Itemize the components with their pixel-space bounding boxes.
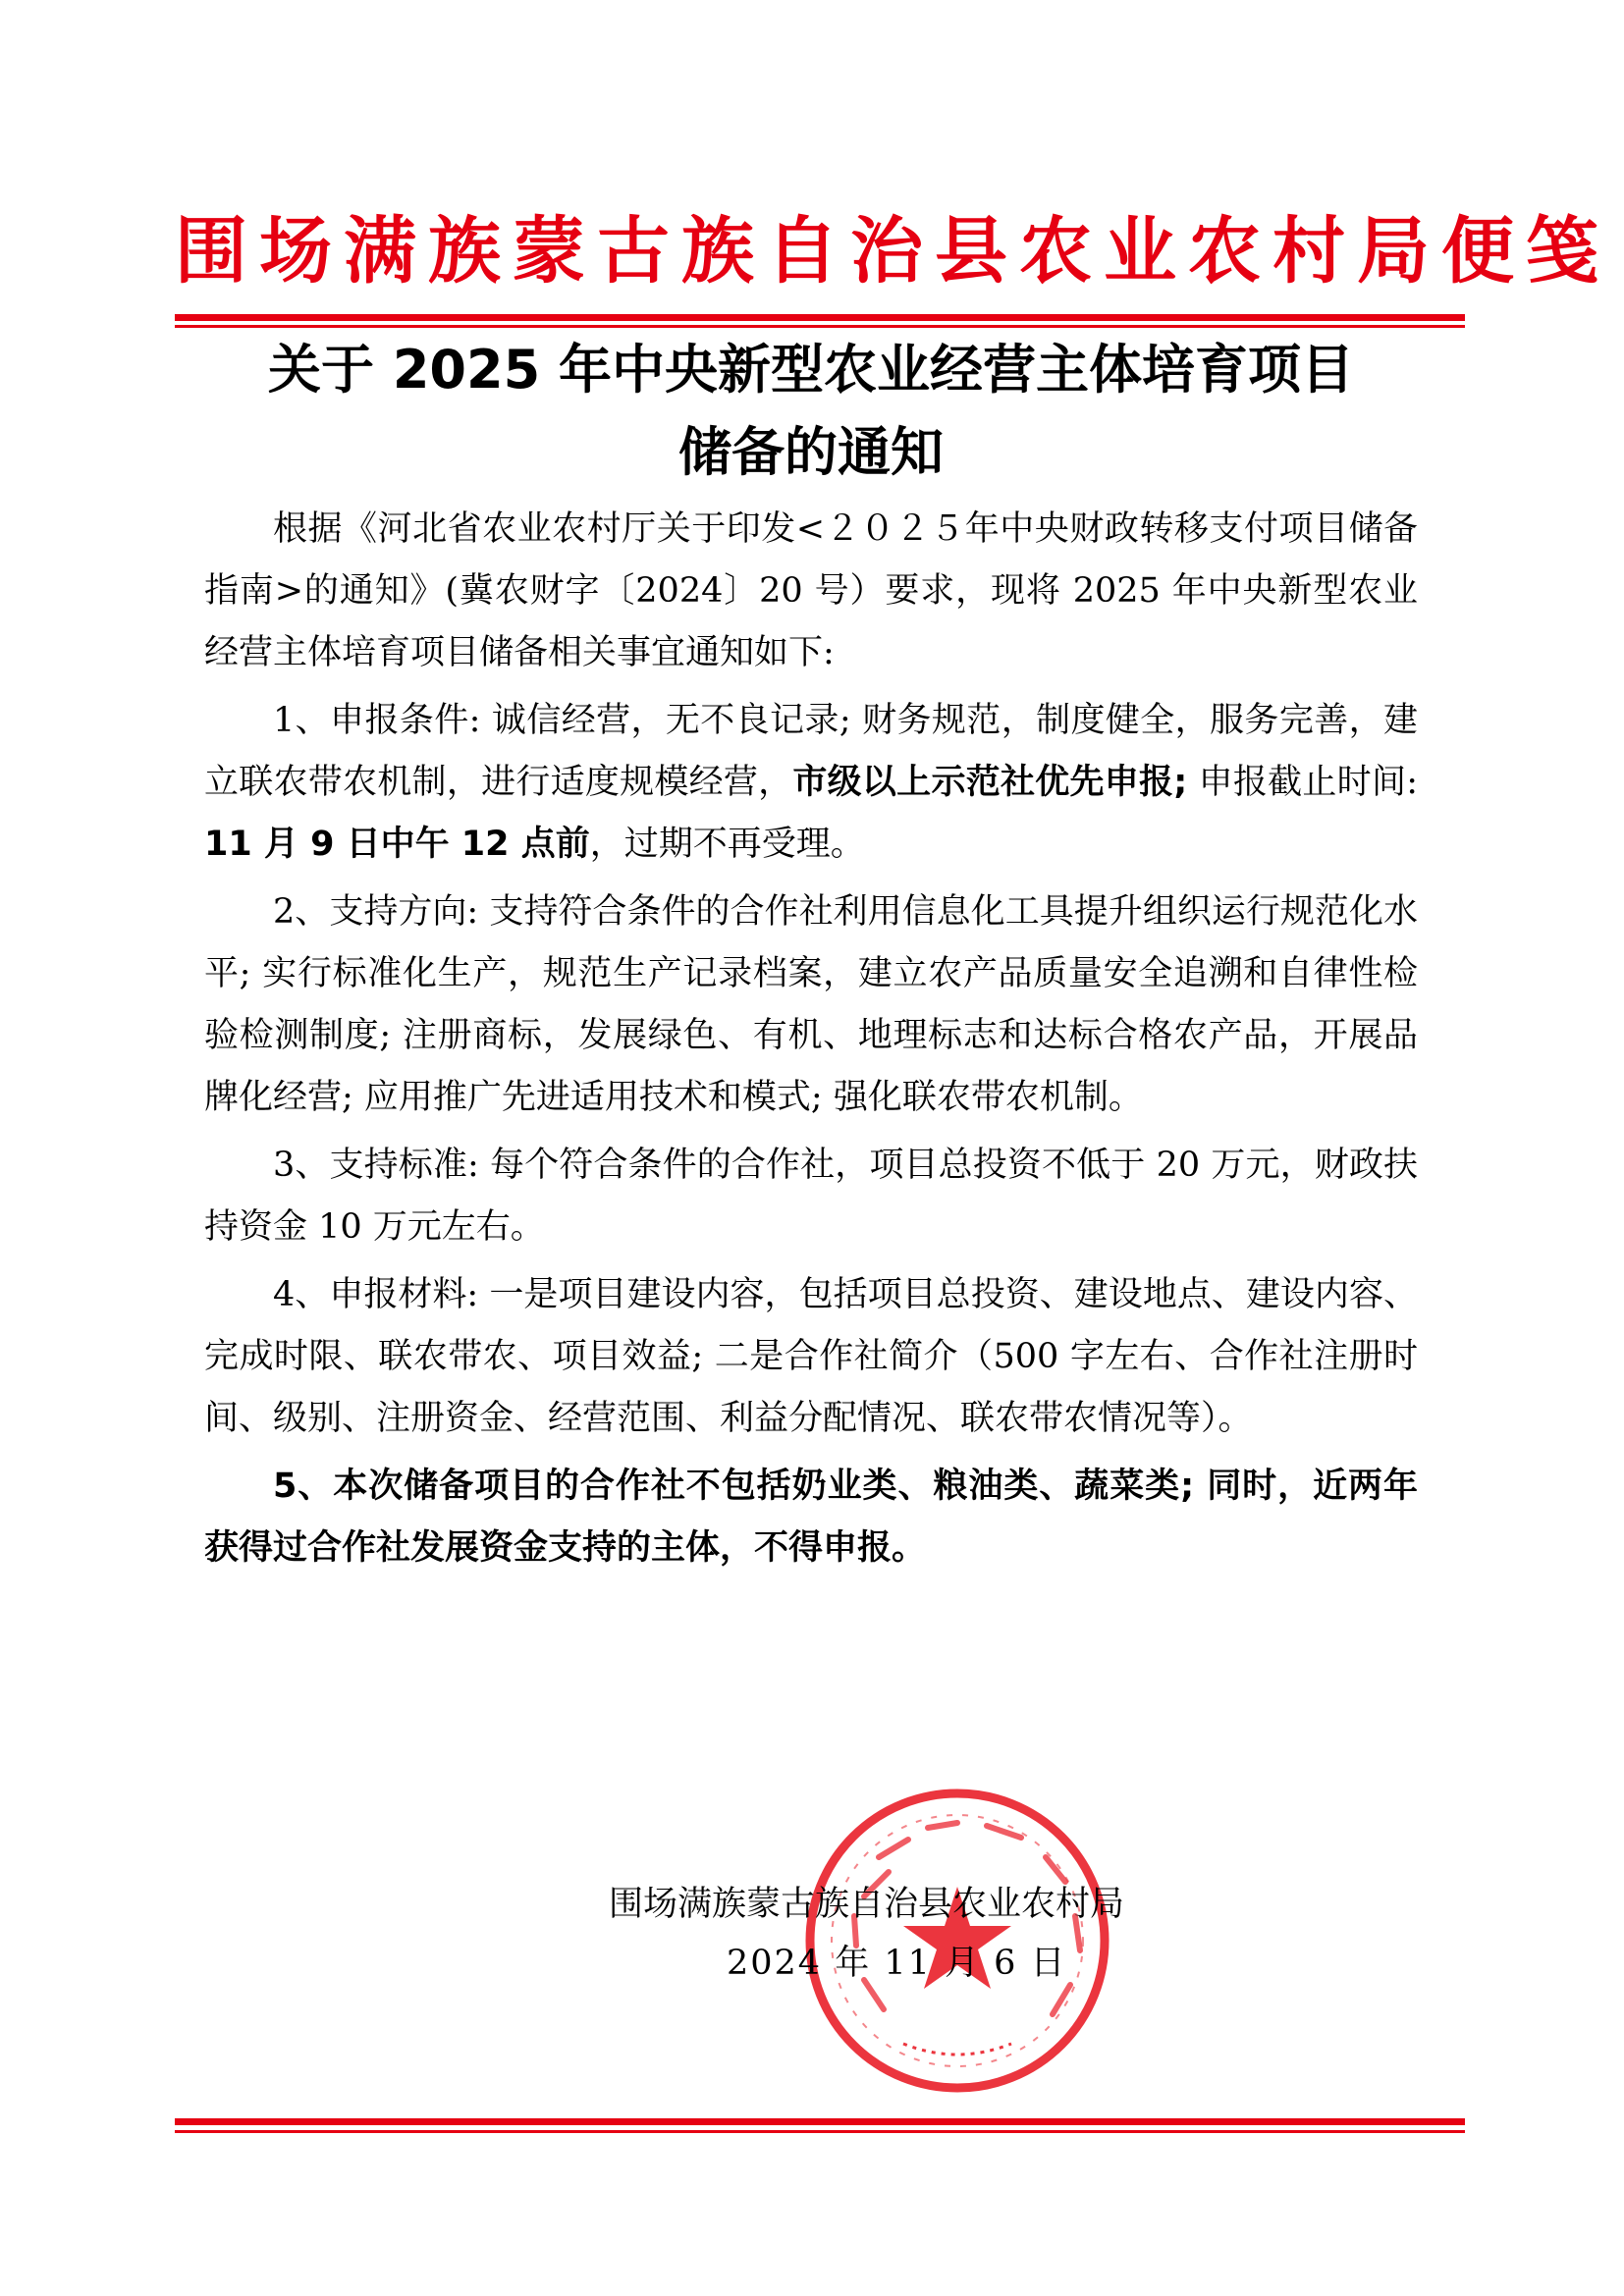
item-1-text-b: 申报截止时间: — [1187, 763, 1418, 802]
item-1-text-a: 1、申报条件: 诚信经营，无不良记录; 财务规范，制度健全，服务完善，建立联农带农机制，进行适度规模经营， — [204, 701, 1418, 802]
intro-paragraph: 根据《河北省农业农村厅关于印发<２０２５年中央财政转移支付项目储备指南>的通知》(冀农财字〔2024〕20 号）要求，现将 2025 年中央新型农业经营主体培育项目储备相关事宜通知如下: — [204, 509, 1418, 672]
item-1-paragraph — [204, 690, 1418, 876]
letterhead-rule-thin — [175, 325, 1465, 328]
document-title-line1: 关于 2025 年中央新型农业经营主体培育项目 — [268, 339, 1354, 400]
item-2-paragraph: 2、支持方向: 支持符合条件的合作社利用信息化工具提升组织运行规范化水平; 实行标准化生产，规范生产记录档案，建立农产品质量安全追溯和自律性检验检测制度; 注册商标，发展绿色、有机、地理标志和达标合格农产品，开展品牌化经营; 应用推广先进适用技术和模式; 强化联农带农机制。 — [204, 892, 1418, 1117]
footer-rule-thin — [175, 2130, 1465, 2133]
letterhead-title: 围场满族蒙古族自治县农业农村局便笺 — [175, 209, 1610, 294]
letterhead-rule-thick — [175, 314, 1465, 321]
item-1-bold-a: 市级以上示范社优先申报; — [792, 763, 1188, 802]
signature-date: 2024 年 11 月 6 日 — [727, 1944, 1067, 1983]
document-body — [204, 499, 1418, 1585]
footer-rule-thick — [175, 2118, 1465, 2125]
item-1-text-c: ，过期不再受理。 — [589, 825, 865, 864]
signature-block — [589, 1875, 1257, 1993]
document-title-line2: 储备的通知 — [678, 421, 944, 483]
document-title — [175, 329, 1447, 494]
item-3-paragraph: 3、支持标准: 每个符合条件的合作社，项目总投资不低于 20 万元，财政扶持资金 10 万元左右。 — [204, 1146, 1418, 1247]
item-1-bold-b: 11 月 9 日中午 12 点前 — [204, 825, 590, 864]
signature-org: 围场满族蒙古族自治县农业农村局 — [609, 1885, 1125, 1924]
item-5-paragraph: 5、本次储备项目的合作社不包括奶业类、粮油类、蔬菜类; 同时，近两年获得过合作社发展资金支持的主体，不得申报。 — [204, 1467, 1418, 1568]
item-4-paragraph: 4、申报材料: 一是项目建设内容，包括项目总投资、建设地点、建设内容、完成时限、联农带农、项目效益; 二是合作社简介（500 字左右、合作社注册时间、级别、注册资金、经营范围、利益分配情况、联农带农情况等）。 — [204, 1275, 1418, 1438]
